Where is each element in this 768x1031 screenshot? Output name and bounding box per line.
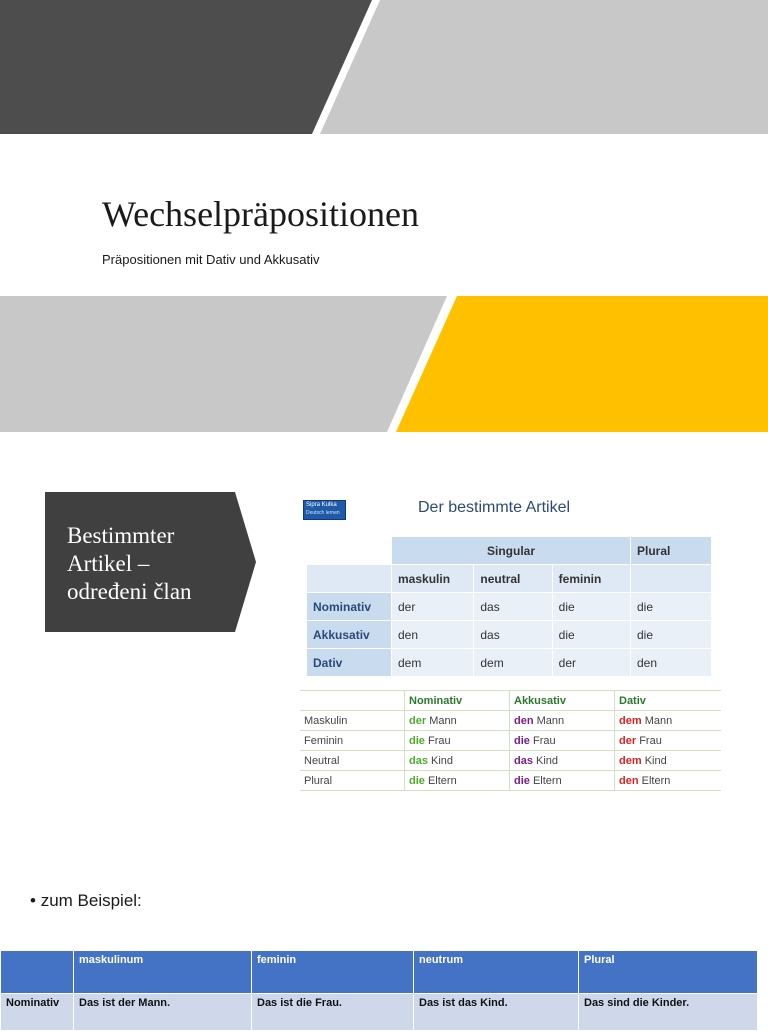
table-row — [1, 951, 758, 994]
top-banner-graphic — [0, 0, 768, 134]
definite-article-table — [306, 536, 712, 677]
table-row — [307, 565, 712, 593]
article: dem — [619, 754, 642, 767]
table-cell: Das ist die Frau. — [252, 994, 414, 1031]
table-corner — [300, 691, 405, 711]
article: den — [514, 714, 534, 727]
case-header-akkusativ: Akkusativ — [510, 691, 615, 711]
light-gray-shape — [320, 0, 768, 134]
table-cell: dem — [474, 649, 552, 677]
slide-title: Wechselpräpositionen — [102, 194, 420, 234]
table-cell — [510, 771, 615, 791]
article: die — [409, 734, 425, 747]
table-cell — [405, 731, 510, 751]
table-row — [300, 731, 721, 751]
table-cell: das — [474, 621, 552, 649]
singular-header: Singular — [392, 537, 631, 565]
light-gray-band — [0, 296, 447, 432]
noun: Mann — [536, 714, 565, 727]
table-header-cell: feminin — [252, 951, 414, 994]
logo-line-2: Deutsch lernen — [306, 510, 340, 516]
table-cell — [510, 751, 615, 771]
top-banner — [0, 0, 768, 134]
table-cell: den — [392, 621, 474, 649]
case-header-dativ: Dativ — [615, 691, 722, 711]
noun: Eltern — [427, 774, 457, 787]
logo-line-1: Sipra Kulka — [306, 502, 337, 508]
table-cell: den — [631, 649, 712, 677]
table-cell — [615, 771, 722, 791]
noun: Frau — [427, 734, 451, 747]
bullet-dot-icon: • — [30, 891, 36, 910]
table-cell: die — [552, 593, 630, 621]
table-cell — [510, 711, 615, 731]
noun: Eltern — [532, 774, 562, 787]
noun: Kind — [644, 754, 667, 767]
article: das — [409, 754, 428, 767]
table-cell — [615, 731, 722, 751]
table-cell: der — [552, 649, 630, 677]
noun: Kind — [431, 754, 454, 767]
table-cell: die — [631, 593, 712, 621]
article: dem — [619, 714, 642, 727]
dark-gray-shape — [0, 0, 372, 134]
table-cell — [615, 711, 722, 731]
slide-subtitle: Präpositionen mit Dativ und Akkusativ — [102, 252, 320, 267]
gender-label: Neutral — [300, 751, 405, 771]
table-cell: das — [474, 593, 552, 621]
column-header: feminin — [552, 565, 630, 593]
table-cell — [510, 731, 615, 751]
row-header: Dativ — [307, 649, 392, 677]
table-cell: Das ist das Kind. — [414, 994, 579, 1031]
table-row — [307, 537, 712, 565]
mid-banner-graphic — [0, 296, 768, 432]
column-header — [631, 565, 712, 593]
table-row — [300, 751, 721, 771]
article: der — [619, 734, 637, 747]
gender-label: Maskulin — [300, 711, 405, 731]
table-cell — [615, 751, 722, 771]
table-corner — [307, 565, 392, 593]
case-header-nominativ: Nominativ — [405, 691, 510, 711]
noun: Eltern — [641, 774, 671, 787]
table-cell: Das ist der Mann. — [74, 994, 252, 1031]
article: das — [514, 754, 533, 767]
mid-banner — [0, 296, 768, 432]
table-cell: dem — [392, 649, 474, 677]
table-cell: Das sind die Kinder. — [579, 994, 758, 1031]
table-header-cell: Plural — [579, 951, 758, 994]
noun: Mann — [429, 714, 457, 727]
article: der — [409, 714, 427, 727]
row-header: Nominativ — [307, 593, 392, 621]
noun: Frau — [532, 734, 556, 747]
table-cell: der — [392, 593, 474, 621]
table-cell: die — [552, 621, 630, 649]
noun: Frau — [639, 734, 662, 747]
plural-header: Plural — [631, 537, 712, 565]
table-corner — [307, 537, 392, 565]
table-cell — [405, 771, 510, 791]
table-cell: Nominativ — [1, 994, 74, 1031]
bullet-text: zum Beispiel: — [40, 891, 142, 910]
article: den — [619, 774, 639, 787]
noun: Kind — [536, 754, 559, 767]
table-row — [300, 771, 721, 791]
row-header: Akkusativ — [307, 621, 392, 649]
column-header: maskulin — [392, 565, 474, 593]
table-row — [300, 691, 721, 711]
article: die — [514, 734, 530, 747]
sipra-logo — [303, 500, 346, 520]
table-row — [300, 711, 721, 731]
table-row — [1, 994, 758, 1031]
table-row — [307, 649, 712, 677]
table-header-cell — [1, 951, 74, 994]
table-cell: die — [631, 621, 712, 649]
table-row — [307, 621, 712, 649]
arrow-line-1: Bestimmter — [67, 523, 175, 548]
noun: Mann — [644, 714, 673, 727]
table-header-cell: maskulinum — [74, 951, 252, 994]
table-row — [307, 593, 712, 621]
arrow-line-2: Artikel – — [67, 551, 150, 576]
table-header-cell: neutrum — [414, 951, 579, 994]
definite-article-title: Der bestimmte Artikel — [418, 499, 571, 516]
gender-label: Feminin — [300, 731, 405, 751]
example-table — [0, 950, 758, 1031]
case-table — [300, 690, 721, 791]
article: die — [409, 774, 425, 787]
article: die — [514, 774, 530, 787]
gender-label: Plural — [300, 771, 405, 791]
arrow-line-3: određeni član — [67, 579, 192, 604]
bullet-item — [30, 891, 142, 911]
yellow-band — [396, 296, 768, 432]
column-header: neutral — [474, 565, 552, 593]
table-cell — [405, 751, 510, 771]
arrow-label-text — [67, 522, 242, 606]
table-cell — [405, 711, 510, 731]
arrow-label-box — [45, 492, 256, 632]
